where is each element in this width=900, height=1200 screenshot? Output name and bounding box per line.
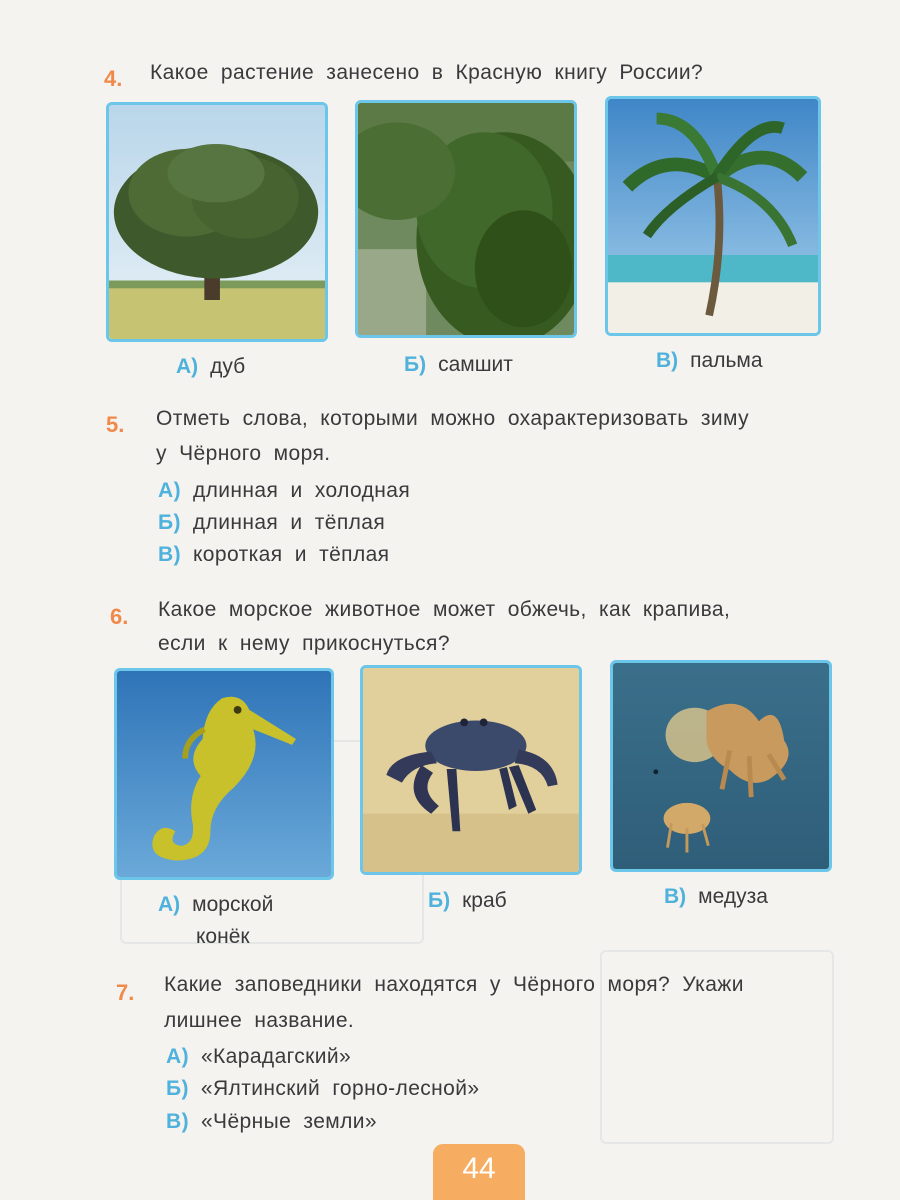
question-6-number: 6. (110, 604, 129, 629)
q6-option-b[interactable] (428, 886, 507, 916)
q6-option-a-line2 (196, 922, 250, 952)
palm-tree-photo[interactable] (605, 96, 821, 336)
option-label: короткая и тёплая (192, 543, 390, 566)
question-6-text-line1: Какое морское животное может обжечь, как крапива, (158, 598, 731, 621)
question-6-text-line2: если к нему прикоснуться? (158, 632, 450, 655)
question-5-text-line1: Отметь слова, которыми можно охарактеризовать зиму (156, 407, 749, 430)
option-letter: А) (166, 1045, 189, 1068)
option-letter: А) (176, 355, 199, 378)
boxwood-icon (358, 103, 574, 335)
option-letter: Б) (166, 1077, 189, 1100)
question-4-number: 4. (104, 66, 123, 91)
jellyfish-icon (613, 663, 829, 869)
option-label: «Ялтинский горно-лесной» (200, 1077, 480, 1100)
option-label: краб (462, 889, 507, 912)
q5-option-b[interactable] (158, 508, 385, 538)
q4-option-b[interactable] (404, 350, 513, 380)
option-label: длинная и тёплая (192, 511, 386, 534)
seahorse-photo[interactable] (114, 668, 334, 880)
question-5-text-line2: у Чёрного моря. (156, 442, 331, 465)
oak-tree-photo[interactable] (106, 102, 328, 342)
option-label: «Карадагский» (200, 1045, 352, 1068)
option-label: пальма (690, 349, 763, 372)
question-7-text-line1: Какие заповедники находятся у Чёрного моря? Укажи (164, 973, 744, 996)
option-letter: В) (656, 349, 679, 372)
option-letter: Б) (158, 511, 181, 534)
q6-option-c[interactable] (664, 882, 768, 912)
palm-icon (608, 99, 818, 333)
q6-option-a[interactable] (158, 890, 273, 920)
q4-option-a[interactable] (176, 352, 245, 382)
option-letter: Б) (428, 889, 451, 912)
q4-option-c[interactable] (656, 346, 763, 376)
q5-option-c[interactable] (158, 540, 389, 570)
option-letter: В) (166, 1110, 189, 1133)
oak-tree-icon (109, 105, 325, 339)
question-5-number: 5. (106, 412, 125, 437)
question-4-text: Какое растение занесено в Красную книгу России? (150, 61, 704, 84)
option-label: дуб (210, 355, 246, 378)
option-letter: Б) (404, 353, 427, 376)
option-label: медуза (698, 885, 768, 908)
question-7-text-line2: лишнее название. (164, 1009, 355, 1032)
crab-icon (363, 668, 579, 872)
jellyfish-photo[interactable] (610, 660, 832, 872)
q7-option-b[interactable] (166, 1074, 479, 1104)
option-letter: В) (664, 885, 687, 908)
question-7-number: 7. (116, 980, 135, 1005)
option-letter: А) (158, 479, 181, 502)
page-number: 44 (433, 1144, 525, 1200)
q7-option-c[interactable] (166, 1107, 377, 1137)
q5-option-a[interactable] (158, 476, 410, 506)
option-label: «Чёрные земли» (200, 1110, 377, 1133)
option-letter: В) (158, 543, 181, 566)
option-letter: А) (158, 893, 181, 916)
option-label-line2: конёк (196, 925, 250, 948)
boxwood-bush-photo[interactable] (355, 100, 577, 338)
q7-option-a[interactable] (166, 1042, 351, 1072)
option-label: самшит (438, 353, 513, 376)
crab-photo[interactable] (360, 665, 582, 875)
option-label-line1: морской (192, 893, 274, 916)
seahorse-icon (117, 671, 331, 877)
option-label: длинная и холодная (192, 479, 411, 502)
